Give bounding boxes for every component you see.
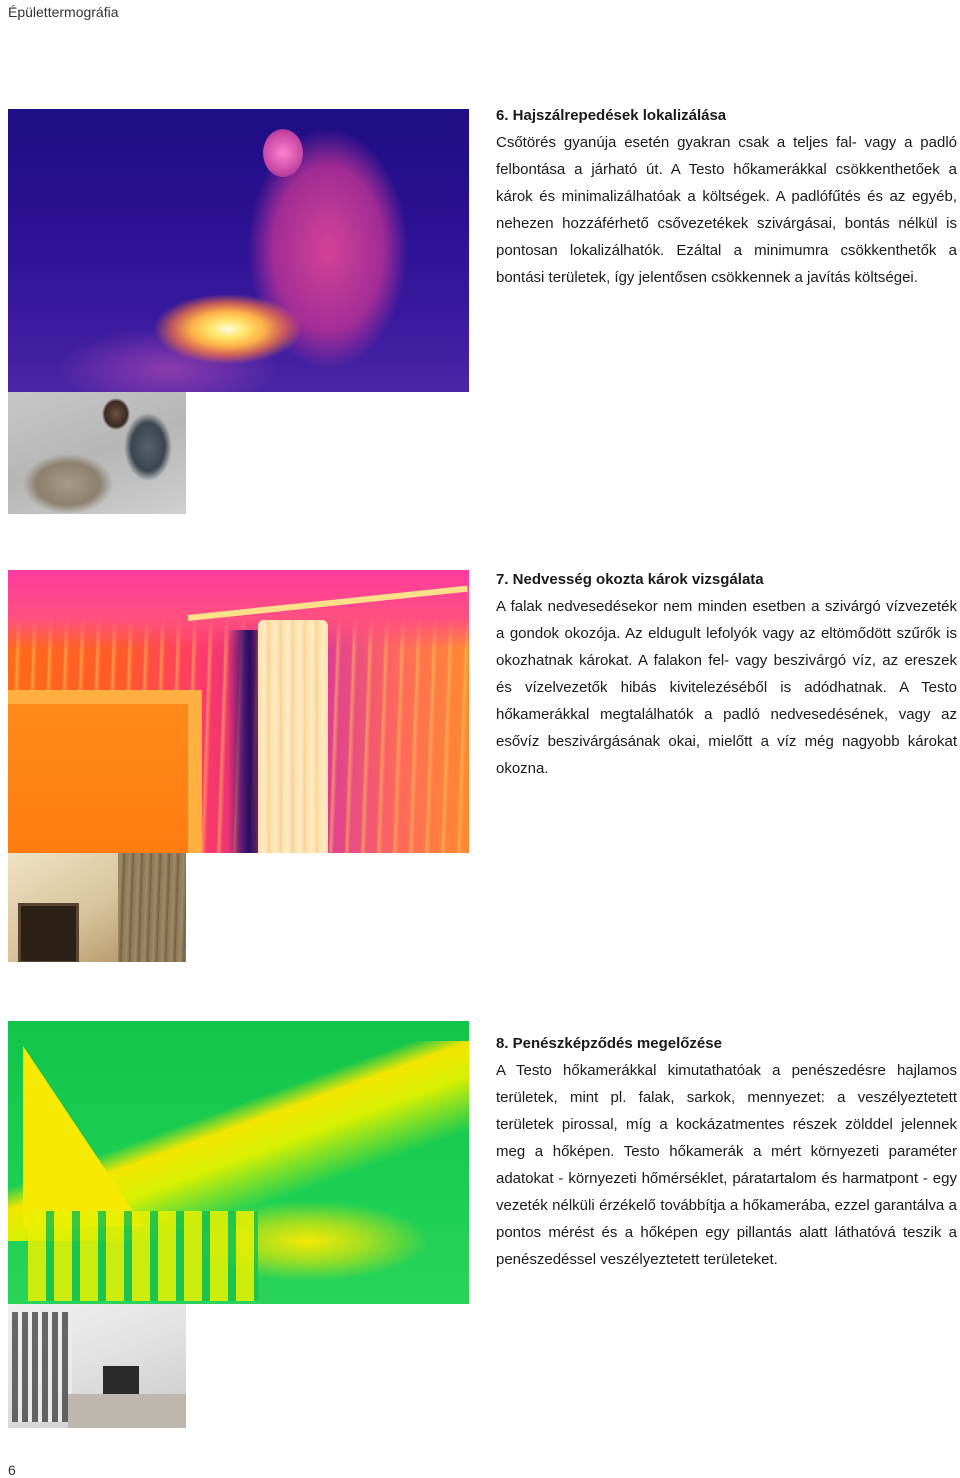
section-body: Csőtörés gyanúja esetén gyakran csak a teljes fal- vagy a padló felbontása a járható út. A Testo hőkamerákkal csökkenthetőek a károk és minimalizálhatóak a költségek. A padlófűtés és az egyéb, nehezen hozzáférhető csővezetékek szivárgásai, bontás nélkül is pontosan lokalizálhatók. Ezáltal a minimumra csökkenthetők a bontási területek, így jelentősen csökkennek a javítás költségei. <box>496 134 957 286</box>
thermal-shelf <box>28 1211 258 1301</box>
section-heading: 8. Penészképződés megelőzése <box>496 1035 722 1052</box>
section-body: A falak nedvesedésekor nem minden esetben a szivárgó vízvezeték a gondok okozója. Az eldugult lefolyók vagy az eltömődött szűrők is okozhatnak károkat. A falakon fel- vagy beszivárgó víz, az ereszek és vízelvezetők hibás kivitelezéséből is adódhatnak. A Testo hőkamerákkal megtalálhatók a padló nedvesedésének, vagy az esővíz beszivárgásának okai, mielőtt a víz még nagyobb károkat okozna. <box>496 598 957 777</box>
section-mold-prevention <box>496 1030 957 1273</box>
page-header-title: Épülettermográfia <box>8 4 119 20</box>
photo-attic-office <box>8 1304 186 1428</box>
photo-wall-picture <box>18 903 79 962</box>
thermal-curtain <box>258 620 328 853</box>
section-heading: 6. Hajszálrepedések lokalizálása <box>496 107 727 124</box>
thermal-door-frame <box>8 690 202 853</box>
photo-monitor <box>103 1366 139 1394</box>
photo-binders <box>12 1312 72 1422</box>
photo-room-corner <box>8 853 186 962</box>
thermal-image-mold-attic <box>8 1021 469 1304</box>
photo-desk <box>68 1394 186 1428</box>
section-crack-localization <box>496 102 957 291</box>
section-moisture-damage <box>496 566 957 782</box>
page-number: 6 <box>8 1462 16 1478</box>
thermal-warm-gable <box>23 1046 143 1226</box>
photo-worker-floor <box>8 392 186 514</box>
section-heading: 7. Nedvesség okozta károk vizsgálata <box>496 571 764 588</box>
thermal-image-crack-localization <box>8 109 469 392</box>
thermal-image-moisture-corner <box>8 570 469 853</box>
thermal-person-head <box>263 129 303 177</box>
section-body: A Testo hőkamerákkal kimutathatóak a penészedésre hajlamos területek, mint pl. falak, sarkok, mennyezet: a veszélyeztetett területek pirossal, míg a kockázatmentes részek zölddel jelennek meg a hőképen. Testo hőkamerák a mért környezeti paraméter adatokat - környezeti hőmérséklet, páratartalom és harmatpont - egy vezeték nélküli érzékelő továbbítja a hőkamerába, ezzel garantálva a pontos mérést és a hőképen egy pillantás alatt láthatóvá teszik a penészedéssel veszélyeztetett területeket. <box>496 1062 957 1268</box>
